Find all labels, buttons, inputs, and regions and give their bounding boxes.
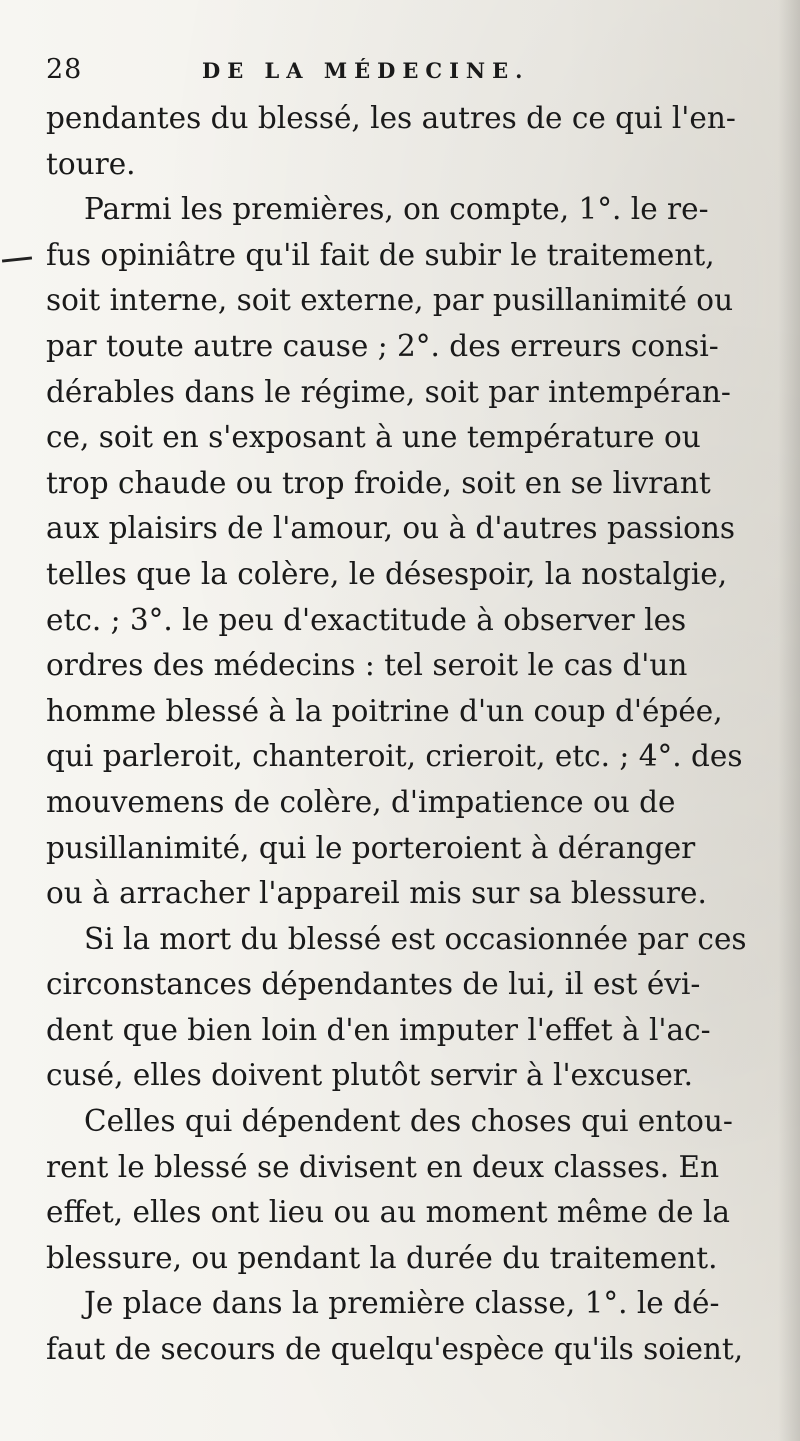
text-line: soit interne, soit externe, par pusillanimité ou — [46, 283, 734, 318]
text-line: ce, soit en s'exposant à une température ou — [46, 420, 701, 455]
text-line: trop chaude ou trop froide, soit en se livrant — [46, 465, 711, 500]
page-edge-shadow — [778, 0, 800, 1441]
page-number: 28 — [46, 54, 83, 85]
text-line: fus opiniâtre qu'il fait de subir le traitement, — [46, 237, 715, 272]
text-line: dent que bien loin d'en imputer l'effet à l'ac- — [46, 1012, 711, 1047]
text-line: effet, elles ont lieu ou au moment même de la — [46, 1195, 730, 1230]
text-line: qui parleroit, chanteroit, crieroit, etc. ; 4°. des — [46, 739, 743, 774]
text-line: telles que la colère, le désespoir, la nostalgie, — [46, 556, 728, 591]
text-line: Parmi les premières, on compte, 1°. le re- — [84, 192, 709, 227]
text-line: circonstances dépendantes de lui, il est évi- — [46, 967, 701, 1002]
text-line: faut de secours de quelqu'espèce qu'ils soient, — [46, 1332, 744, 1367]
text-line: rent le blessé se divisent en deux classes. En — [46, 1149, 720, 1184]
text-line: ou à arracher l'appareil mis sur sa blessure. — [46, 876, 707, 911]
text-line: Celles qui dépendent des choses qui entou- — [84, 1104, 733, 1139]
text-line: mouvemens de colère, d'impatience ou de — [46, 784, 676, 819]
text-line: Je place dans la première classe, 1°. le dé- — [84, 1286, 720, 1321]
body-text — [46, 96, 764, 1373]
text-line: aux plaisirs de l'amour, ou à d'autres passions — [46, 511, 736, 546]
text-line: toure. — [46, 146, 136, 181]
text-line: etc. ; 3°. le peu d'exactitude à observer les — [46, 602, 687, 637]
text-line: Si la mort du blessé est occasionnée par ces — [84, 921, 747, 956]
text-line: pusillanimité, qui le porteroient à déranger — [46, 830, 696, 865]
text-line: homme blessé à la poitrine d'un coup d'épée, — [46, 693, 723, 728]
text-line: cusé, elles doivent plutôt servir à l'excuser. — [46, 1058, 694, 1093]
text-line: blessure, ou pendant la durée du traitement. — [46, 1240, 718, 1275]
text-line: pendantes du blessé, les autres de ce qui l'en- — [46, 101, 736, 135]
text-line: dérables dans le régime, soit par intempéran- — [46, 374, 731, 409]
text-line: par toute autre cause ; 2°. des erreurs consi- — [46, 328, 719, 363]
margin-pen-mark — [2, 256, 32, 262]
running-title: DE LA MÉDECINE. — [202, 58, 530, 83]
page-header — [46, 52, 766, 92]
text-line: ordres des médecins : tel seroit le cas d'un — [46, 648, 688, 683]
